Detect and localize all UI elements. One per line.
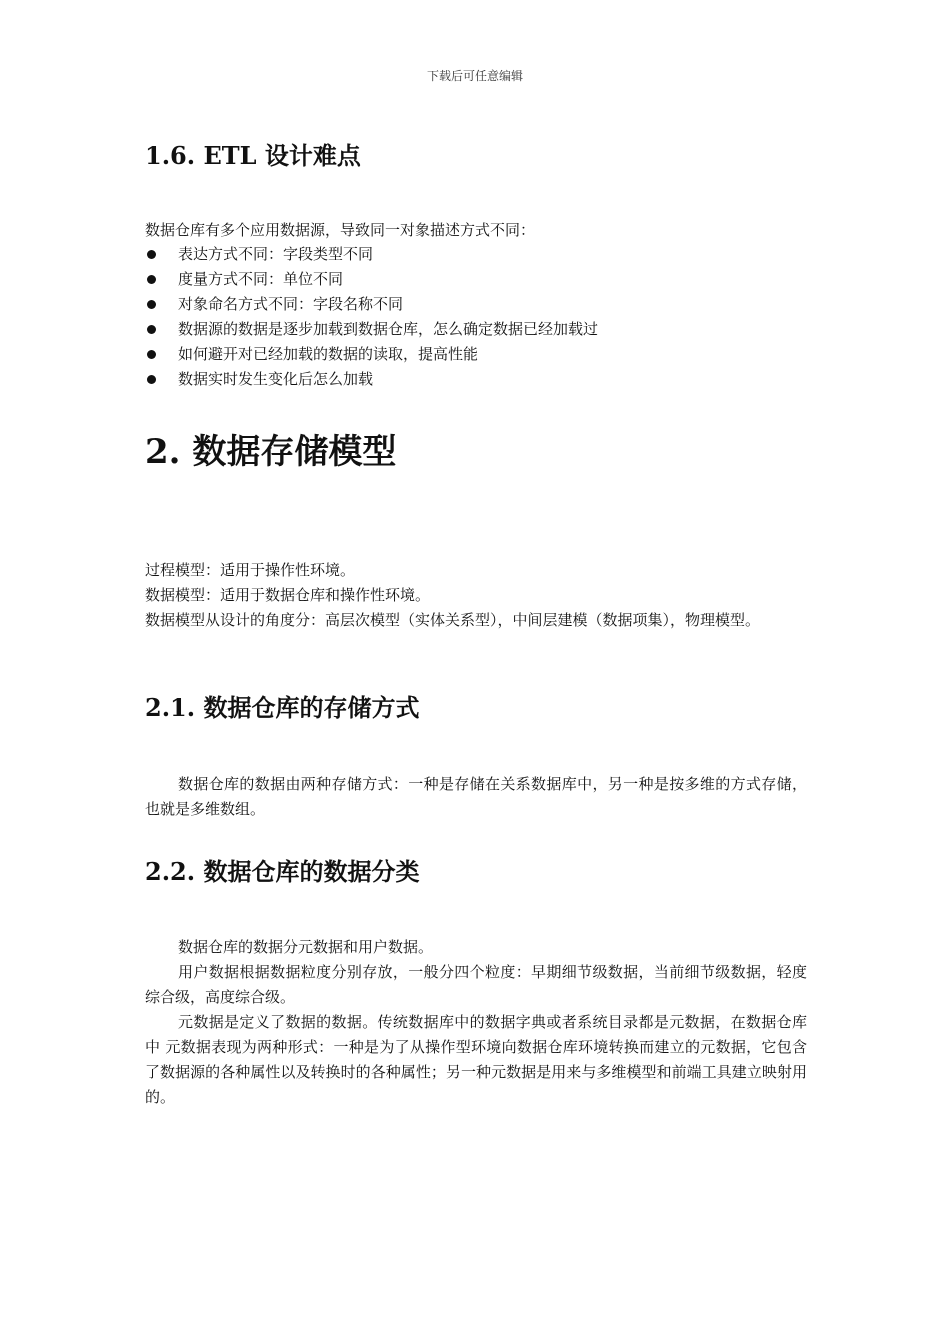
- section-2-2-paragraph-2: 用户数据根据数据粒度分别存放，一般分四个粒度：早期细节级数据，当前细节级数据，轻度综合级，高度综合级。: [145, 963, 807, 1006]
- list-item-text: 数据源的数据是逐步加载到数据仓库，怎么确定数据已经加载过: [178, 320, 599, 338]
- section-2-line-2: 数据模型：适用于数据仓库和操作性环境。: [145, 586, 431, 604]
- list-item-text: 度量方式不同：单位不同: [178, 270, 344, 288]
- bullet-icon: [147, 375, 156, 384]
- bullet-icon: [147, 300, 156, 309]
- section-1-6-intro: 数据仓库有多个应用数据源，导致同一对象描述方式不同：: [145, 221, 536, 239]
- list-item: [145, 267, 598, 292]
- section-2-1-paragraph: 数据仓库的数据由两种存储方式：一种是存储在关系数据库中，另一种是按多维的方式存储，也就是多维数组。: [145, 775, 807, 818]
- bullet-icon: [147, 350, 156, 359]
- section-2-2-heading: 2.2. 数据仓库的数据分类: [145, 857, 420, 886]
- section-2-line-1: 过程模型：适用于操作性环境。: [145, 561, 356, 579]
- list-item: [145, 342, 598, 367]
- list-item-text: 表达方式不同：字段类型不同: [178, 245, 374, 263]
- section-2-2-paragraph-1: 数据仓库的数据分元数据和用户数据。: [178, 938, 434, 956]
- list-item: [145, 292, 598, 317]
- list-item: [145, 242, 598, 267]
- list-item: [145, 317, 598, 342]
- section-1-6-heading: 1.6. ETL 设计难点: [145, 141, 361, 170]
- bullet-icon: [147, 325, 156, 334]
- page-header: 下载后可任意编辑: [426, 69, 523, 83]
- bullet-icon: [147, 250, 156, 259]
- list-item-text: 对象命名方式不同：字段名称不同: [178, 295, 404, 313]
- section-2-1-heading: 2.1. 数据仓库的存储方式: [145, 693, 420, 722]
- list-item-text: 如何避开对已经加载的数据的读取，提高性能: [178, 345, 479, 363]
- bullet-icon: [147, 275, 156, 284]
- section-2-line-3: 数据模型从设计的角度分：高层次模型（实体关系型），中间层建模（数据项集），物理模型。: [145, 611, 761, 629]
- list-item: [145, 367, 598, 392]
- section-1-6-bullet-list: [145, 242, 598, 392]
- section-2-2-paragraph-3: 元数据是定义了数据的数据。传统数据库中的数据字典或者系统目录都是元数据，在数据仓库中 元数据表现为两种形式：一种是为了从操作型环境向数据仓库环境转换而建立的元数据，它包含了数据源的各种属性以及转换时的各种属性；另一种元数据是用来与多维模型和前端工具建立映射用的。: [145, 1013, 807, 1106]
- section-2-heading: 2. 数据存储模型: [145, 432, 397, 472]
- list-item-text: 数据实时发生变化后怎么加载: [178, 370, 374, 388]
